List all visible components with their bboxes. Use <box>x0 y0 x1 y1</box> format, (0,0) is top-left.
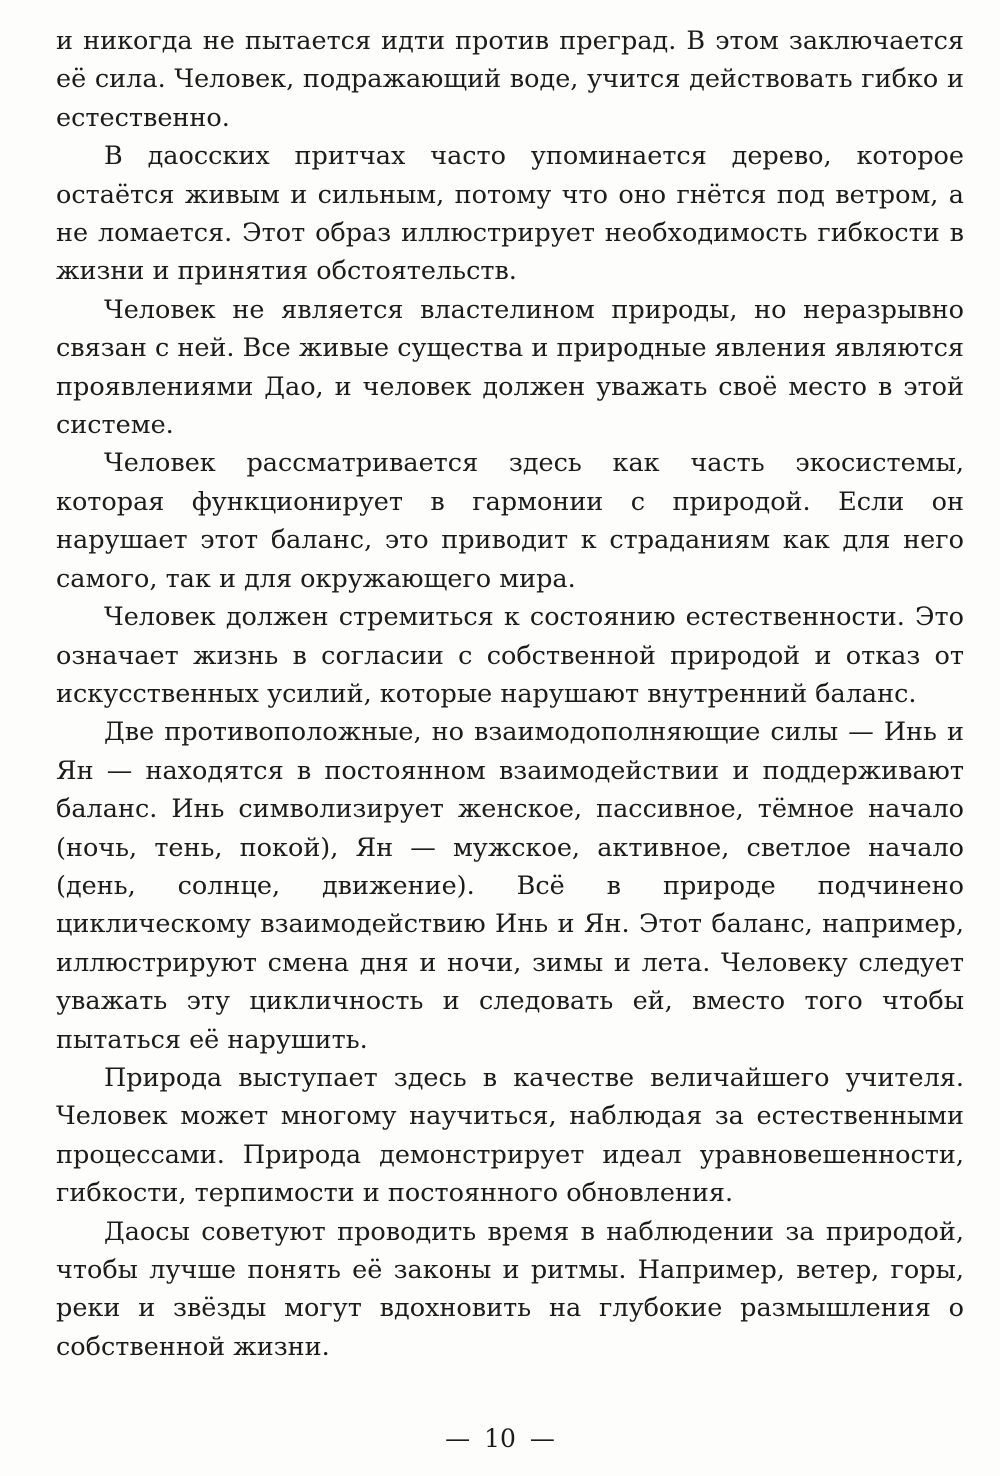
footer-dash-left: — <box>445 1424 471 1453</box>
paragraph-nature-teacher: Природа выступает здесь в качестве величайшего учителя. Человек может многому научиться, наблюдая за естественными процессами. Природа демонстрирует идеал уравновешенности, гибкости, терпимости и постоянного обновления. <box>56 1062 964 1209</box>
paragraph-yin-yang: Две противоположные, но взаимодополняющие силы — Инь и Ян — находятся в постоянном взаимодействии и поддерживают баланс. Инь символизирует женское, пассивное, тёмное начало (ночь, тень, покой), Ян — мужское, активное, светлое начало (день, солнце, движение). Всё в природе подчинено циклическому взаимодействию Инь и Ян. Этот баланс, например, иллюстрируют смена дня и ночи, зимы и лета. Человеку следует уважать эту цикличность и следовать ей, вместо того чтобы пытаться её нарушить. <box>56 717 964 1055</box>
body-text <box>56 22 964 1366</box>
paragraph-ecosystem: Человек рассматривается здесь как часть экосистемы, которая функционирует в гармонии с природой. Если он нарушает этот баланс, это приводит к страданиям как для него самого, так и для окружающего мира. <box>56 448 964 594</box>
footer-dash-right: — <box>529 1424 555 1453</box>
paragraph-continued: и никогда не пытается идти против преград. В этом заключается её сила. Человек, подражающий воде, учится действовать гибко и естественно. <box>56 26 964 133</box>
page-footer <box>0 1424 1000 1453</box>
paragraph-human-nature: Человек не является властелином природы, но неразрывно связан с ней. Все живые существа и природные явления являются проявлениями Дао, и человек должен уважать своё место в этой системе. <box>56 294 964 441</box>
paragraph-naturalness: Человек должен стремиться к состоянию естественности. Это означает жизнь в согласии с собственной природой и отказ от искусственных усилий, которые нарушают внутренний баланс. <box>56 602 964 709</box>
paragraph-tree-parable: В даосских притчах часто упоминается дерево, которое остаётся живым и сильным, потому что оно гнётся под ветром, а не ломается. Этот образ иллюстрирует необходимость гибкости в жизни и принятия обстоятельств. <box>56 141 964 287</box>
page-number: 10 <box>484 1424 516 1453</box>
paragraph-observation: Даосы советуют проводить время в наблюдении за природой, чтобы лучше понять её законы и ритмы. Например, ветер, горы, реки и звёзды могут вдохновить на глубокие размышления о собственной жизни. <box>56 1216 964 1362</box>
